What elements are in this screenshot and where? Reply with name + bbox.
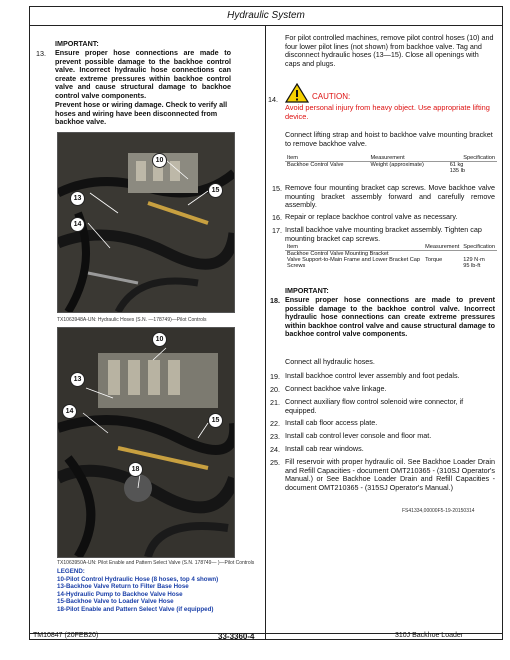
warning-triangle-icon: [285, 83, 309, 103]
callout-10: 10: [152, 153, 167, 168]
step-22-text: Install cab floor access plate.: [285, 418, 378, 427]
callout-10: 10: [152, 332, 167, 347]
step-number: 13.: [36, 49, 46, 58]
callout-15: 15: [208, 183, 223, 198]
col-header: Measurement: [425, 244, 460, 250]
connect-hoses-text: Connect all hydraulic hoses.: [285, 357, 375, 366]
legend-item: 15-Backhoe Valve to Loader Valve Hose: [57, 598, 174, 606]
step-number: 14.: [268, 95, 278, 104]
callout-14: 14: [62, 404, 77, 419]
caution-title: CAUTION:: [312, 92, 351, 101]
legend-title: LEGEND:: [57, 568, 85, 575]
photo-2-caption: TX1063950A-UN: Pilot Enable and Pattern Select Valve (S.N. 178749— )—Pilot Controls: [57, 560, 255, 566]
table-group-label: Backhoe Control Valve Mounting Bracket: [287, 251, 389, 257]
step-20-text: Connect backhoe valve linkage.: [285, 384, 387, 393]
callout-18: 18: [128, 462, 143, 477]
col-header: Item: [285, 155, 369, 162]
legend-item: 13-Backhoe Valve Return to Filter Base Hose: [57, 583, 189, 591]
document-reference: FS41334,00000F5-19-20150314: [402, 508, 475, 514]
step-number: 19.: [270, 372, 280, 381]
callout-13: 13: [70, 191, 85, 206]
cell: 61 kg 135 lb: [449, 162, 465, 174]
footer-page-number: 33-3360-4: [218, 632, 255, 641]
col-header: Item: [285, 244, 423, 251]
cell: Torque: [425, 257, 443, 263]
step-number: 20.: [270, 385, 280, 394]
step-25-text: Fill reservoir with proper hydraulic oil. See Backhoe Loader Drain and Refill Capacities - document OMT210365 - (310SJ Operator's Manual.) or See Backhoe Loader Drain and Refill Capacities - document OMT210365 - (315SJ Operator's Manual.): [285, 457, 495, 492]
step-number: 17.: [272, 226, 282, 235]
valve-illustration: [58, 328, 234, 557]
cell: Backhoe Control Valve: [287, 162, 344, 168]
callout-15: 15: [208, 413, 223, 428]
callout-14: 14: [70, 217, 85, 232]
col-header: Specification: [448, 155, 497, 162]
step-18-text: Ensure proper hose connections are made to prevent possible damage to the backhoe control valve. Incorrect hydraulic hose connections can create extreme pressures within backhoe control valve and cause structural damage to backhoe control valve components.: [285, 295, 495, 339]
step-23-text: Install cab control lever console and floor mat.: [285, 431, 432, 440]
step-15-text: Remove four mounting bracket cap screws. Move backhoe valve mounting bracket assembly forward and carefully remove assembly.: [285, 183, 495, 210]
step-number: 21.: [270, 398, 280, 407]
cell: 129 N·m 95 lb-ft: [463, 257, 485, 269]
pilot-enable-valve-photo: [57, 327, 235, 558]
legend-item: 10-Pilot Control Hydraulic Hose (8 hoses, top 4 shown): [57, 575, 219, 583]
photo-1-caption: TX1063948A-UN: Hydraulic Hoses (S.N. —178749)—Pilot Controls: [57, 317, 207, 323]
column-divider: [265, 26, 266, 639]
important-label: IMPORTANT:: [55, 39, 99, 48]
legend-item: 14-Hydraulic Pump to Backhoe Valve Hose: [57, 590, 183, 598]
step-19-text: Install backhoe control lever assembly and foot pedals.: [285, 371, 460, 380]
step-number: 23.: [270, 432, 280, 441]
important-label: IMPORTANT:: [285, 286, 329, 295]
step-16-text: Repair or replace backhoe control valve as necessary.: [285, 212, 458, 221]
footer-model: 310J Backhoe Loader: [395, 632, 464, 639]
caution-text: Avoid personal injury from heavy object. Use appropriate lifting device.: [285, 103, 490, 121]
table-row: [285, 162, 497, 175]
col-header: Specification: [463, 244, 495, 250]
weight-spec-table: [285, 155, 497, 174]
page-header: Hydraulic System: [30, 7, 502, 26]
cell: Weight (approximate): [370, 162, 424, 168]
step-number: 22.: [270, 419, 280, 428]
step-17-text: Install backhoe valve mounting bracket assembly. Tighten cap mounting bracket cap screws.: [285, 225, 482, 243]
intro-text: For pilot controlled machines, remove pilot control hoses (10) and four lower pilot lines (not shown) from backhoe valve. Tag and disconnect hydraulic hoses (13—15). Close all openings with caps and plugs.: [285, 33, 494, 68]
step-21-text: Connect auxiliary flow control solenoid wire connector, if equipped.: [285, 397, 464, 415]
step-number: 25.: [270, 458, 280, 467]
hydraulic-hoses-photo: [57, 132, 235, 313]
torque-spec-table: [285, 244, 497, 269]
footer-doc-id: TM10847 (20FEB20): [33, 632, 99, 639]
col-header: Measurement: [369, 155, 448, 162]
step-number: 16.: [272, 213, 282, 222]
step-24-text: Install cab rear windows.: [285, 444, 364, 453]
step-number: 18.: [270, 296, 280, 305]
step-number: 15.: [272, 184, 282, 193]
legend: [57, 568, 218, 614]
legend-item: 18-Pilot Enable and Pattern Select Valve (if equipped): [57, 605, 214, 613]
table-row: [285, 257, 497, 269]
step-number: 24.: [270, 445, 280, 454]
step-13-text: Ensure proper hose connections are made to prevent possible damage to the backhoe control valve. Incorrect hydraulic hose connections can create extreme pressures within backhoe control valve and cause structural damage to backhoe control valve components.: [55, 48, 231, 100]
cell: Valve Support-to-Main Frame and Lower Bracket Cap Screws: [287, 257, 420, 269]
lift-instruction: Connect lifting strap and hoist to backhoe valve mounting bracket to remove backhoe valve.: [285, 130, 493, 148]
callout-13: 13: [70, 372, 85, 387]
prevent-damage-note: Prevent hose or wiring damage. Check to verify all hoses and wiring have been disconnected from backhoe valve.: [55, 100, 228, 127]
